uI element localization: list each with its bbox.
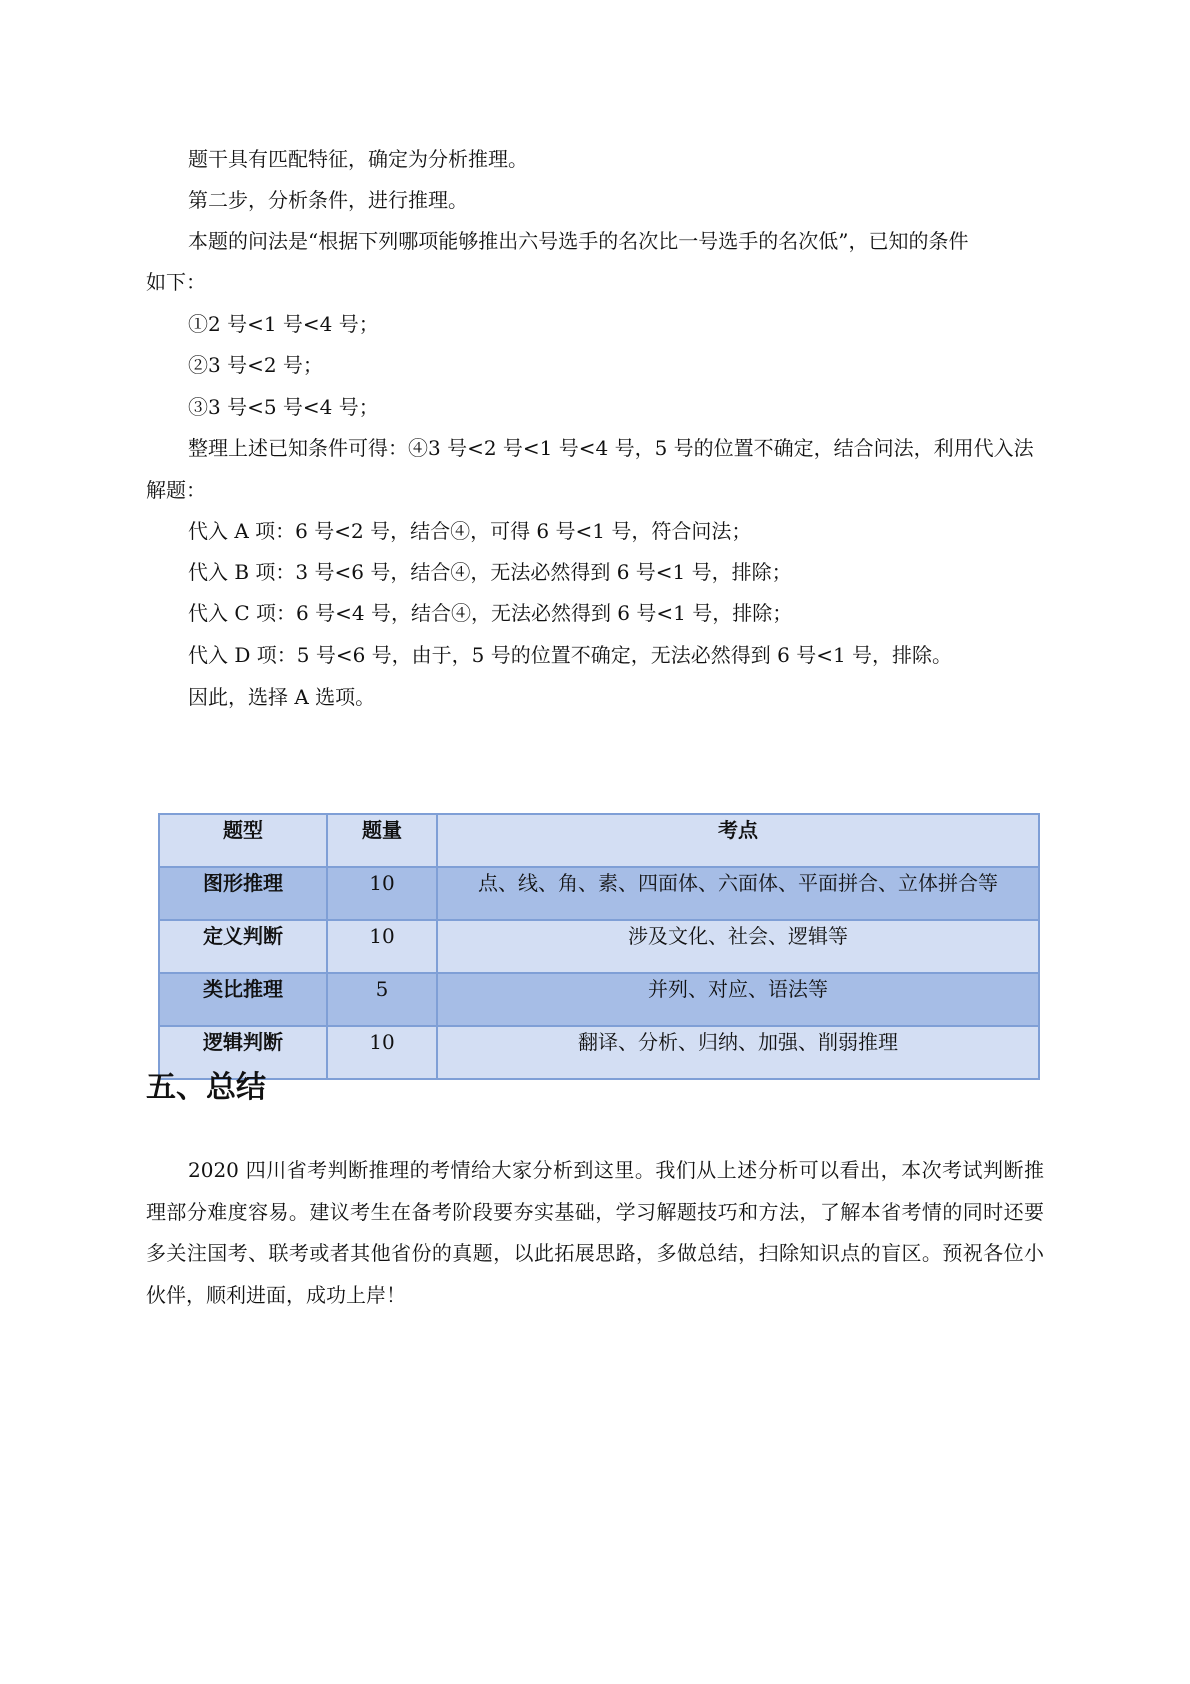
analysis-line: 本题的问法是“根据下列哪项能够推出六号选手的名次比一号选手的名次低”，已知的条件 <box>188 229 969 253</box>
table-cell-type: 图形推理 <box>159 867 327 920</box>
conclusion-line: 因此，选择 A 选项。 <box>188 685 376 709</box>
condition-line: ③3 号<5 号<4 号； <box>188 395 379 419</box>
summary-paragraph: 2020 四川省考判断推理的考情给大家分析到这里。我们从上述分析可以看出，本次考试判断推理部分难度容易。建议考生在备考阶段要夯实基础，学习解题技巧和方法，了解本省考情的同时还要多关注国考、联考或者其他省份的真题，以此拓展思路，多做总结，扫除知识点的盲区。预祝各位小伙伴，顺利进面，成功上岸！ <box>146 1158 1044 1307</box>
table-cell-points: 点、线、角、素、四面体、六面体、平面拼合、立体拼合等 <box>437 867 1039 920</box>
option-line: 代入 D 项：5 号<6 号，由于，5 号的位置不确定，无法必然得到 6 号<1 号，排除。 <box>188 643 953 667</box>
table-cell-count: 10 <box>327 867 437 920</box>
question-type-table <box>158 813 1040 1080</box>
analysis-line: 解题： <box>146 478 206 502</box>
table-cell-count: 10 <box>327 1026 437 1079</box>
analysis-line: 题干具有匹配特征，确定为分析推理。 <box>188 147 528 171</box>
analysis-line: 第二步，分析条件，进行推理。 <box>188 188 468 212</box>
table-cell-points: 并列、对应、语法等 <box>437 973 1039 1026</box>
table-row <box>159 867 1039 920</box>
option-line: 代入 C 项：6 号<4 号，结合④，无法必然得到 6 号<1 号，排除； <box>188 601 793 625</box>
analysis-line: 整理上述已知条件可得：④3 号<2 号<1 号<4 号，5 号的位置不确定，结合问法，利用代入法 <box>188 436 1034 460</box>
table-cell-points: 翻译、分析、归纳、加强、削弱推理 <box>437 1026 1039 1079</box>
option-line: 代入 A 项：6 号<2 号，结合④，可得 6 号<1 号，符合问法； <box>188 519 752 543</box>
table-cell-type: 类比推理 <box>159 973 327 1026</box>
table-header-type: 题型 <box>159 814 327 867</box>
table-row <box>159 920 1039 973</box>
table-cell-count: 5 <box>327 973 437 1026</box>
table-row <box>159 973 1039 1026</box>
table-cell-points: 涉及文化、社会、逻辑等 <box>437 920 1039 973</box>
table-header-row <box>159 814 1039 867</box>
condition-line: ②3 号<2 号； <box>188 353 323 377</box>
section-heading: 五、总结 <box>146 1070 266 1105</box>
table-header-count: 题量 <box>327 814 437 867</box>
table-cell-type: 定义判断 <box>159 920 327 973</box>
option-line: 代入 B 项：3 号<6 号，结合④，无法必然得到 6 号<1 号，排除； <box>188 560 792 584</box>
analysis-line: 如下： <box>146 270 206 294</box>
table-cell-count: 10 <box>327 920 437 973</box>
table-header-points: 考点 <box>437 814 1039 867</box>
table-row <box>159 1026 1039 1079</box>
condition-line: ①2 号<1 号<4 号； <box>188 312 379 336</box>
table-cell-type: 逻辑判断 <box>159 1026 327 1079</box>
